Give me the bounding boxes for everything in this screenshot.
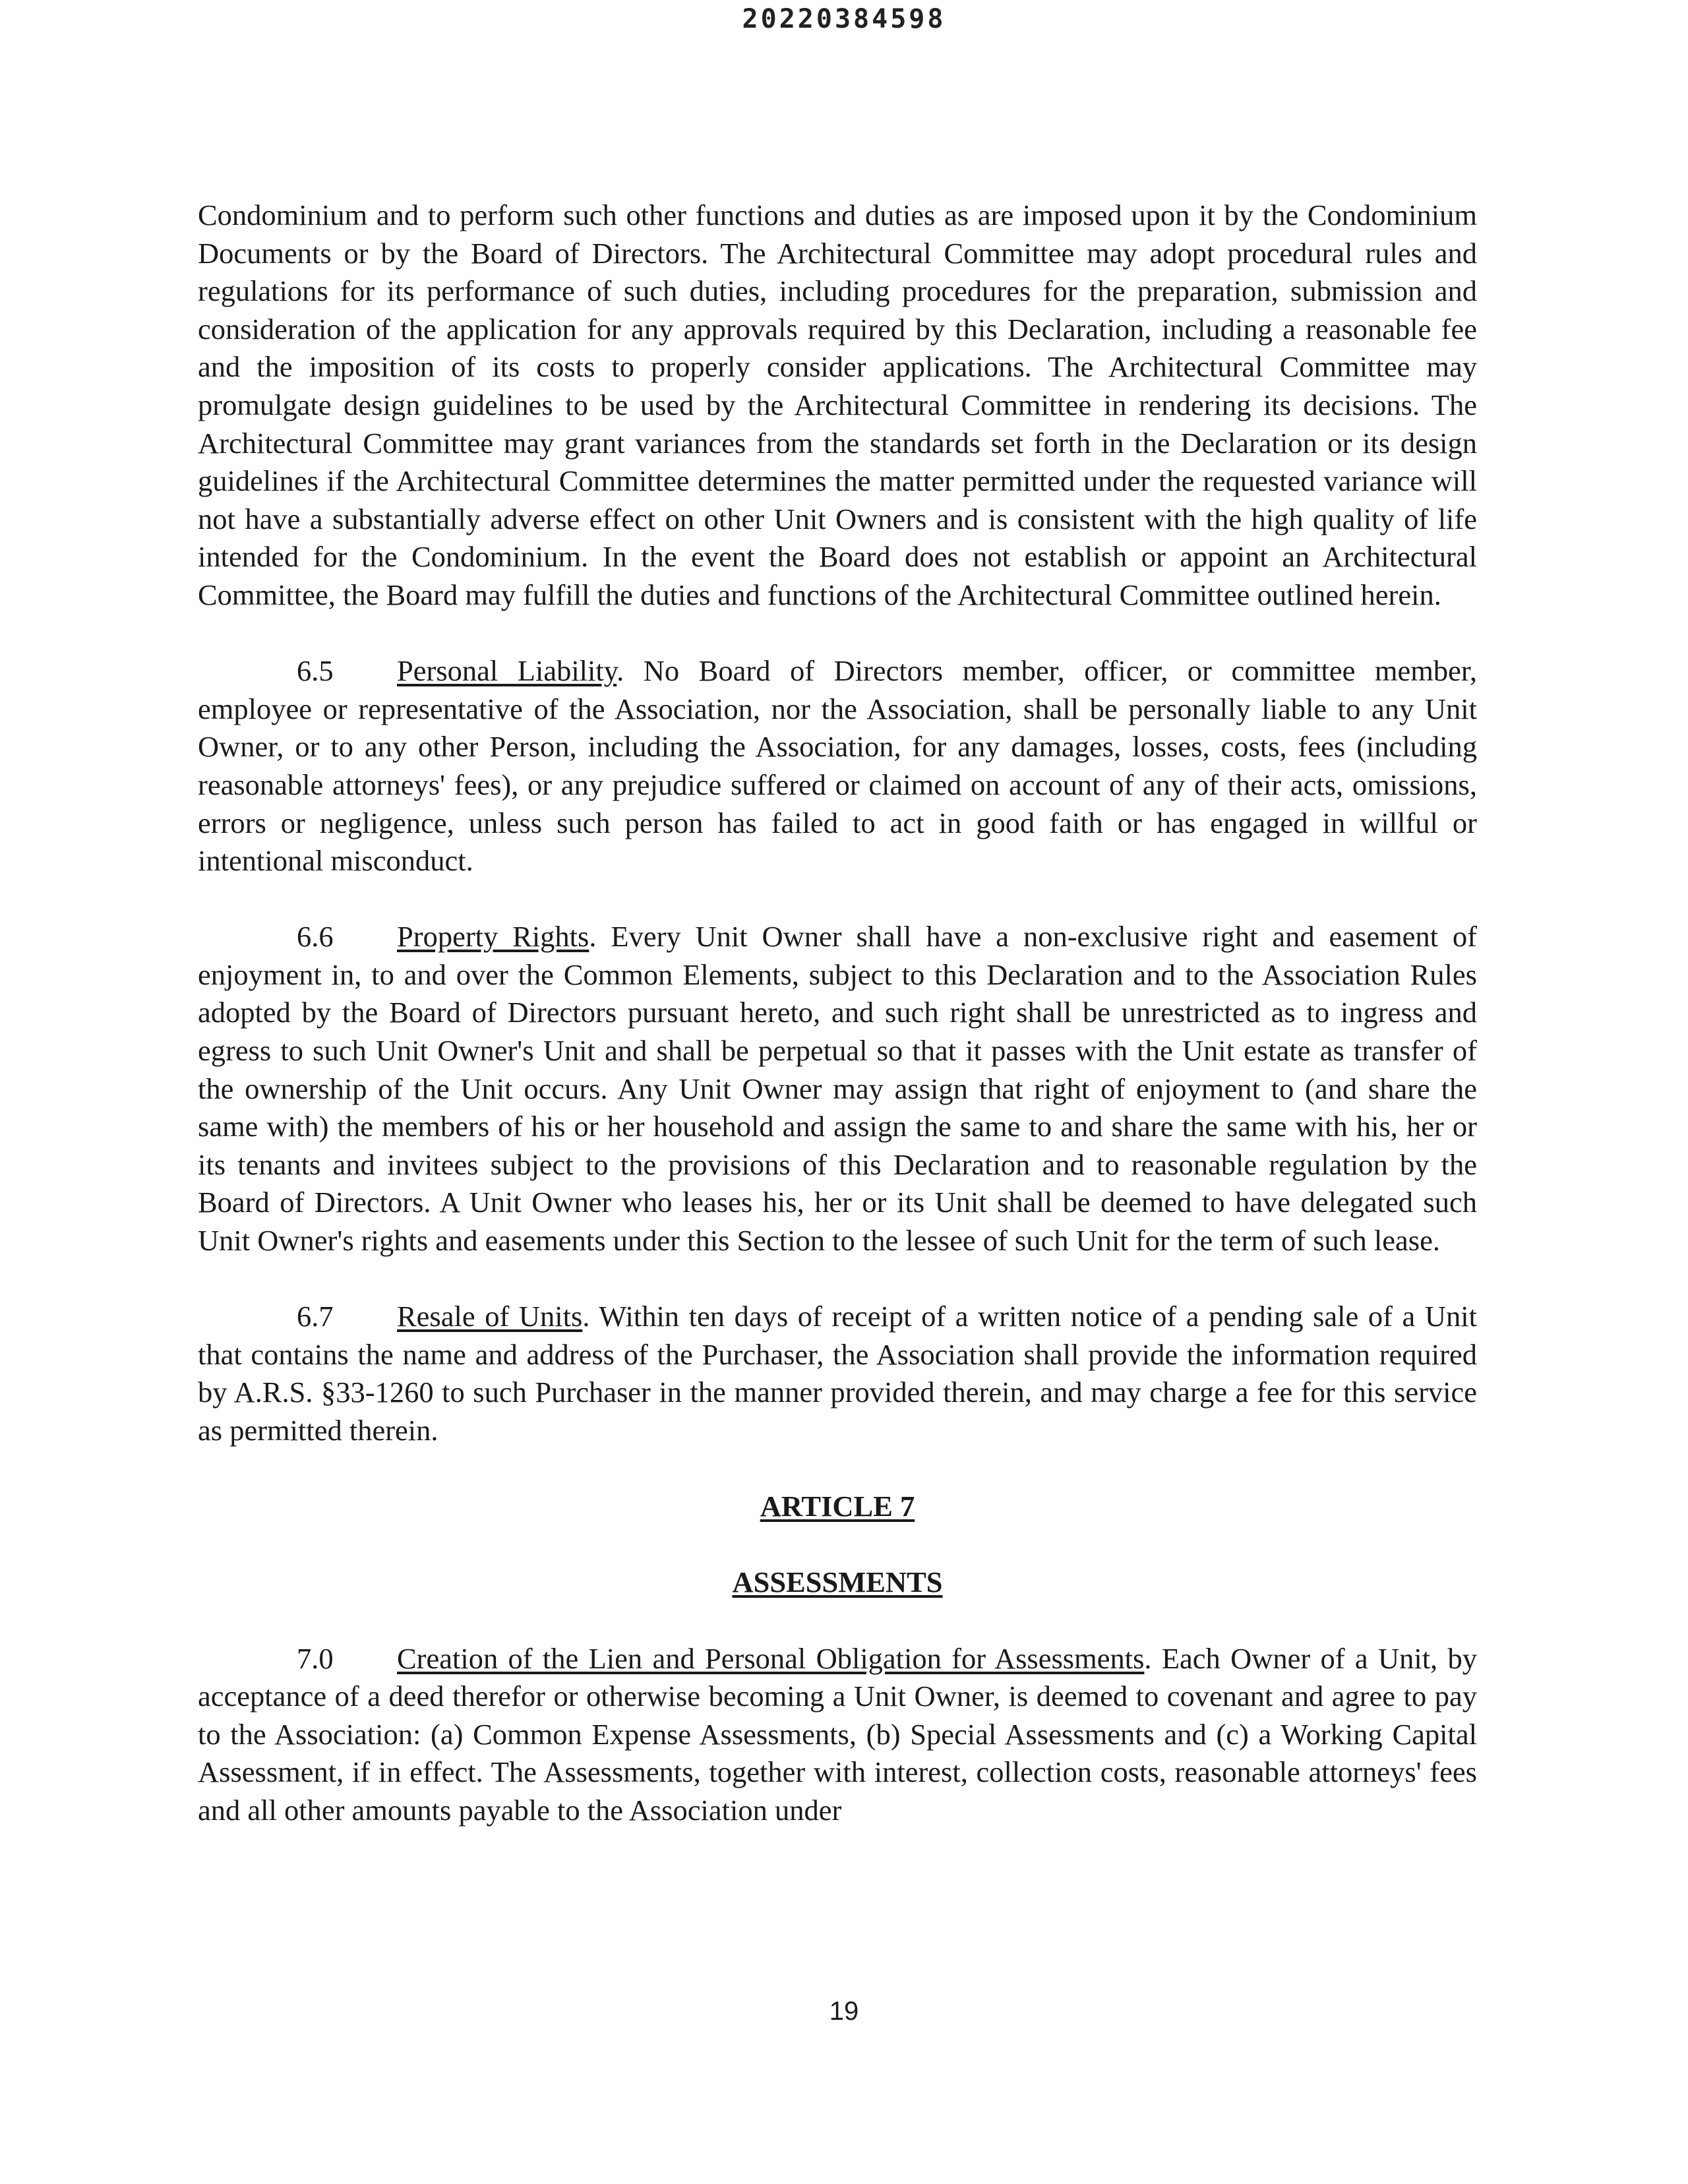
section-6-6 [198,918,1477,1259]
section-body: . No Board of Directors member, officer, or committee member, employee or representative of the Association, nor the Association, shall be personally liable to any Unit Owner, or to any other Person, including the Association, for any damages, losses, costs, fees (including reasonable attorneys' fees), or any prejudice suffered or claimed on account of any of their acts, omissions, errors or negligence, unless such person has failed to act in good faith or has engaged in willful or intentional misconduct. [198,654,1477,878]
section-7-0 [198,1640,1477,1830]
section-number: 6.6 [297,920,334,954]
document-body [198,197,1477,1830]
section-body: . Each Owner of a Unit, by acceptance of a deed therefor or otherwise becoming a Unit Owner, is deemed to covenant and agree to pay to the Association: (a) Common Expense Assessments, (b) Special Assessments and (c) a Working Capital Assessment, if in effect. The Assessments, together with interest, collection costs, reasonable attorneys' fees and all other amounts payable to the Association under [198,1641,1477,1827]
section-title: Personal Liability [397,654,617,688]
section-6-7 [198,1298,1477,1449]
section-6-5 [198,652,1477,880]
section-title: Property Rights [397,920,589,954]
document-number: 20220384598 [742,4,946,34]
article-label: ARTICLE 7 [760,1490,915,1523]
section-body: . Every Unit Owner shall have a non-exclusive right and easement of enjoyment in, to and over the Common Elements, subject to this Declaration and to the Association Rules adopted by the Board of Directors pursuant hereto, and such right shall be unrestricted as to ingress and egress to such Unit Owner's Unit and shall be perpetual so that it passes with the Unit estate as transfer of the ownership of the Unit occurs. Any Unit Owner may assign that right of enjoyment to (and share the same with) the members of his or her household and assign the same to and share the same with his, her or its tenants and invitees subject to the provisions of this Declaration and to reasonable regulation by the Board of Directors. A Unit Owner who leases his, her or its Unit shall be deemed to have delegated such Unit Owner's rights and easements under this Section to the lessee of such Unit for the term of such lease. [198,920,1478,1258]
section-title: Resale of Units [397,1300,583,1333]
section-number: 6.5 [297,654,334,688]
section-title: Creation of the Lien and Personal Obligation for Assessments [397,1641,1145,1675]
page-number: 19 [829,1997,859,2026]
article-title: ASSESSMENTS [732,1565,943,1599]
section-number: 6.7 [297,1300,334,1333]
section-number: 7.0 [297,1641,334,1675]
section-body: . Within ten days of receipt of a written notice of a pending sale of a Unit that contains the name and address of the Purchaser, the Association shall provide the information required by A.R.S. §33-1260 to such Purchaser in the manner provided therein, and may charge a fee for this service as permitted therein. [198,1300,1477,1447]
paragraph-intro: Condominium and to perform such other functions and duties as are imposed upon it by the Condominium Documents or by the Board of Directors. The Architectural Committee may adopt procedural rules and regulations for its performance of such duties, including procedures for the preparation, submission and consideration of the application for any approvals required by this Declaration, including a reasonable fee and the imposition of its costs to properly consider applications. The Architectural Committee may promulgate design guidelines to be used by the Architectural Committee in rendering its decisions. The Architectural Committee may grant variances from the standards set forth in the Declaration or its design guidelines if the Architectural Committee determines the matter permitted under the requested variance will not have a substantially adverse effect on other Unit Owners and is consistent with the high quality of life intended for the Condominium. In the event the Board does not establish or appoint an Architectural Committee, the Board may fulfill the duties and functions of the Architectural Committee outlined herein. [198,198,1477,611]
